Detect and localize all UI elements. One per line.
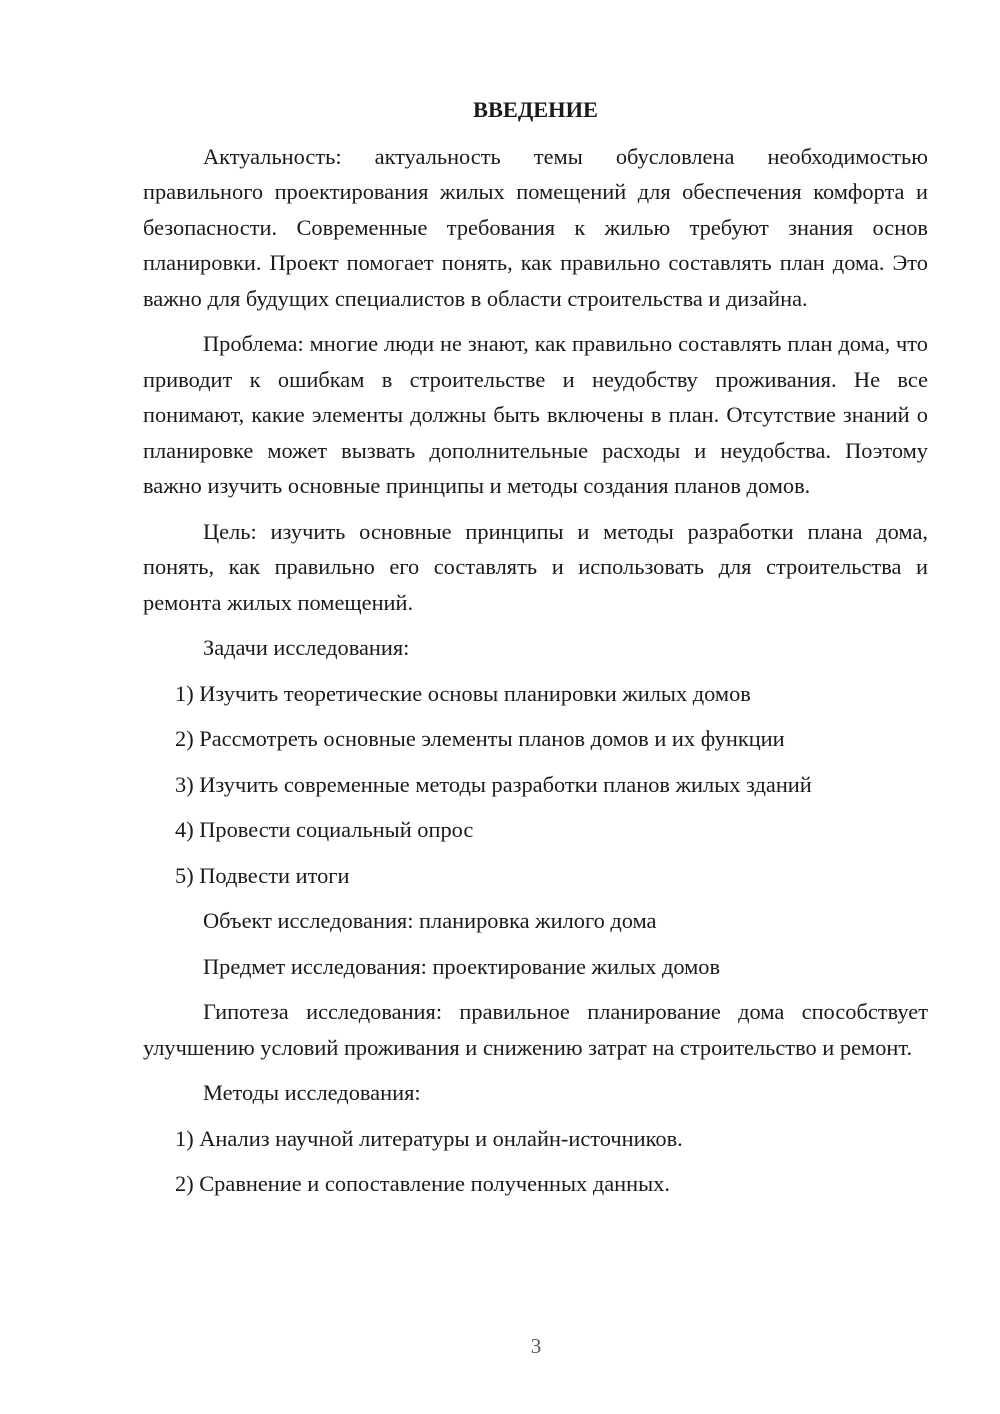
relevance-paragraph: Актуальность: актуальность темы обусловлена необходимостью правильного проектирования жилых помещений для обеспечения комфорта и безопасности. Современные требования к жилью требуют знания основ планировки. Проект помогает понять, как правильно составлять план дома. Это важно для будущих специалистов в области строительства и дизайна. [143, 143, 928, 311]
page-title: ВВЕДЕНИЕ [473, 97, 598, 122]
research-object: Объект исследования: планировка жилого дома [203, 908, 657, 933]
page-number: 3 [530, 1334, 542, 1358]
task-item-1: 1) Изучить теоретические основы планировки жилых домов [175, 680, 751, 706]
task-item-2: 2) Рассмотреть основные элементы планов домов и их функции [175, 726, 785, 751]
method-item-2: 2) Сравнение и сопоставление полученных данных. [175, 1171, 670, 1196]
problem-paragraph: Проблема: многие люди не знают, как правильно составлять план дома, что приводит к ошибкам в строительстве и неудобству проживания. Не все понимают, какие элементы должны быть включены в план. Отсутствие знаний о планировке может вызвать дополнительные расходы и неудобства. Поэтому важно изучить основные принципы и методы создания планов домов. [143, 331, 928, 498]
task-item-5: 5) Подвести итоги [175, 862, 350, 888]
goal-paragraph: Цель: изучить основные принципы и методы разработки плана дома, понять, как правильно его составлять и использовать для строительства и ремонта жилых помещений. [143, 518, 928, 615]
method-item-1: 1) Анализ научной литературы и онлайн-источников. [175, 1125, 683, 1151]
tasks-title: Задачи исследования: [203, 635, 410, 660]
methods-title: Методы исследования: [203, 1080, 421, 1105]
task-item-4: 4) Провести социальный опрос [175, 817, 474, 842]
hypothesis-paragraph: Гипотеза исследования: правильное планирование дома способствует улучшению условий проживания и снижению затрат на строительство и ремонт. [143, 999, 928, 1060]
task-item-3: 3) Изучить современные методы разработки планов жилых зданий [175, 771, 812, 797]
page-content [143, 92, 928, 1212]
research-subject: Предмет исследования: проектирование жилых домов [203, 953, 721, 979]
